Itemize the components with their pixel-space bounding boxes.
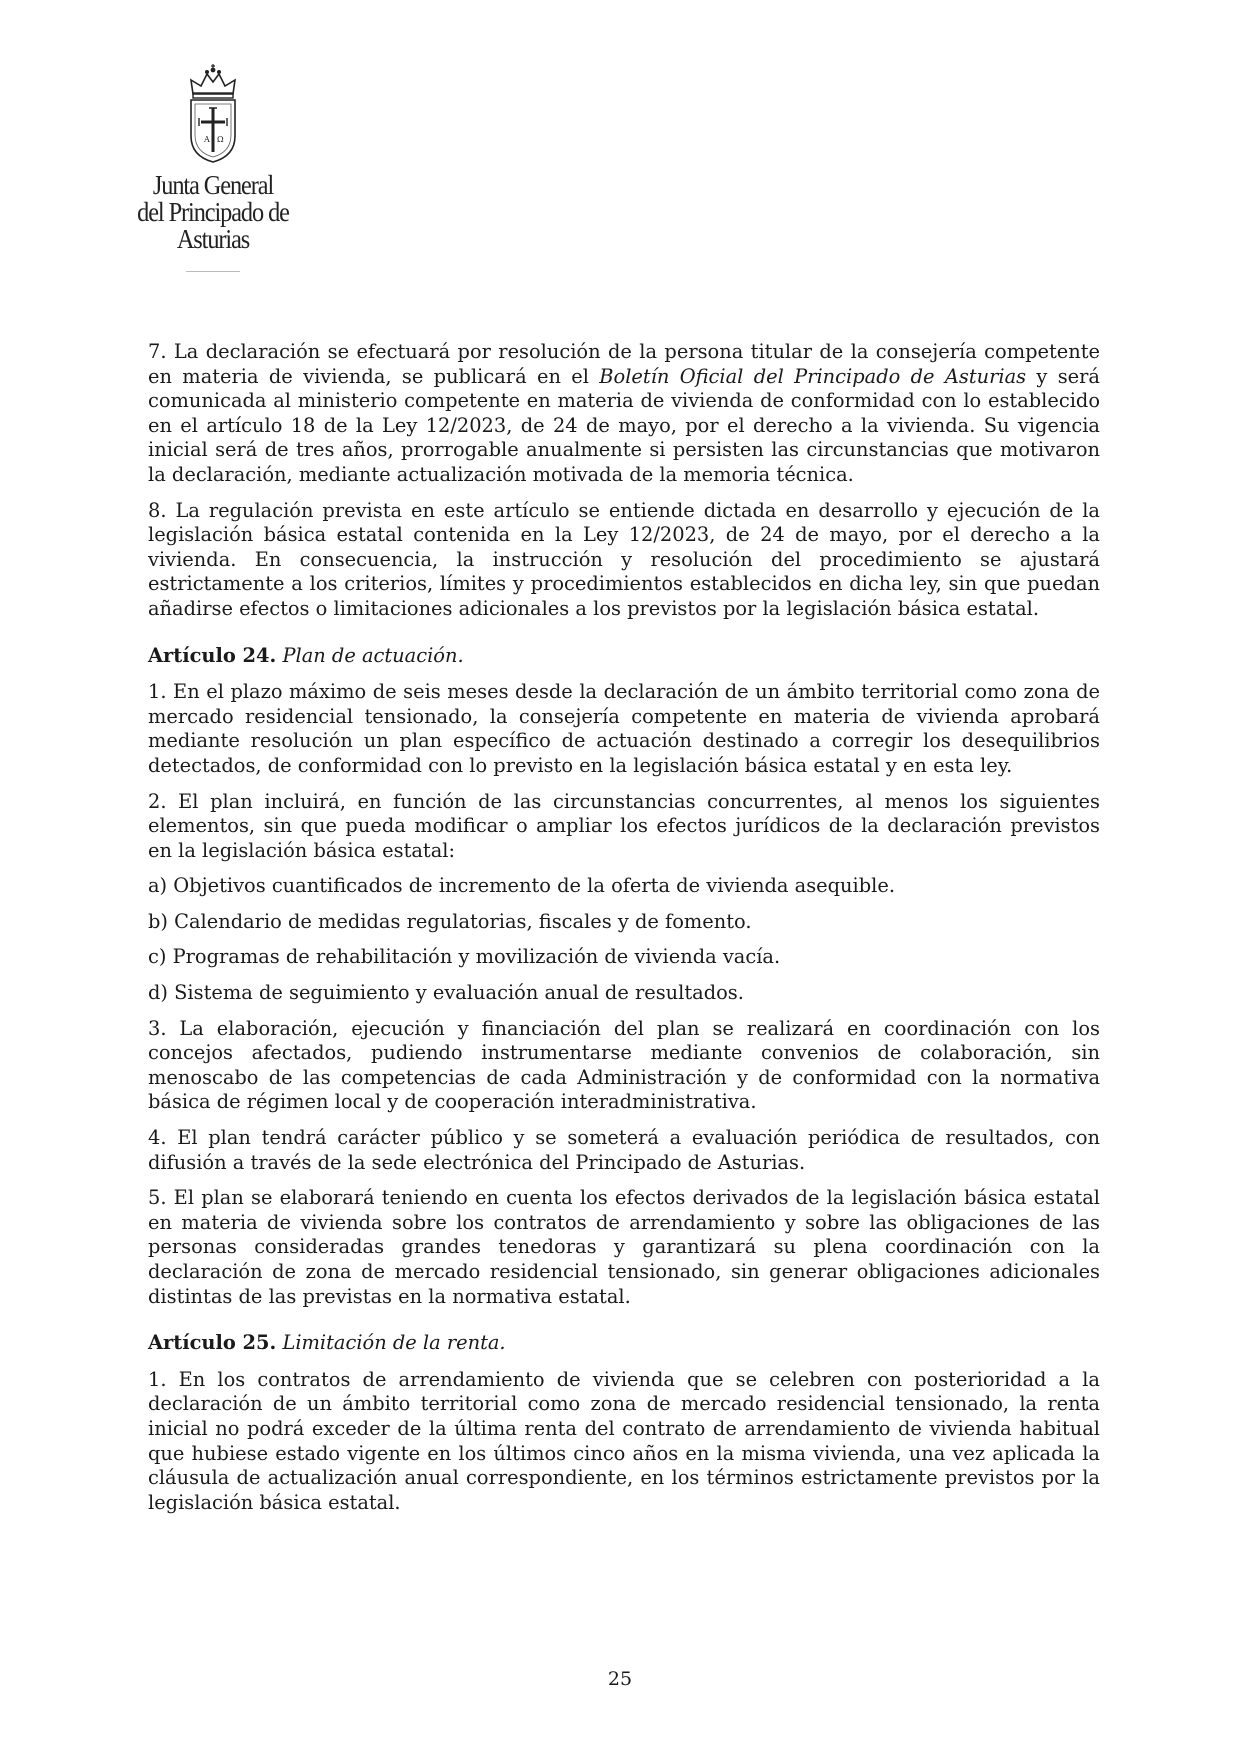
svg-text:A: A (204, 135, 210, 144)
article-24-paragraph-4: 4. El plan tendrá carácter público y se someterá a evaluación periódica de resultados, con difusión a través de la sede electrónica del Principado de Asturias. (148, 1126, 1100, 1174)
article-24-paragraph-2: 2. El plan incluirá, en función de las circunstancias concurrentes, al menos los siguientes elementos, sin que pueda modificar o ampliar los efectos jurídicos de la declaración previstos en la legislación básica estatal: (148, 789, 1100, 862)
list-item: d) Sistema de seguimiento y evaluación anual de resultados. (148, 981, 744, 1005)
article-24-paragraph-3: 3. La elaboración, ejecución y financiación del plan se realizará en coordinación con los concejos afectados, pudiendo instrumentarse mediante convenios de colaboración, sin menoscabo de las competencias de cada Administración y de conformidad con la normativa básica de régimen local y de cooperación interadministrativa. (148, 1016, 1100, 1114)
article-25-number: Artículo 25. (148, 1331, 277, 1355)
article-25-title: Limitación de la renta. (282, 1331, 506, 1355)
paragraph-8: 8. La regulación prevista en este artículo se entiende dictada en desarrollo y ejecución de la legislación básica estatal contenida en la Ley 12/2023, de 24 de mayo, por el derecho a la vivienda. En consecuencia, la instrucción y resolución del procedimiento se ajustará estrictamente a los criterios, límites y procedimientos establecidos en dicha ley, sin que puedan añadirse efectos o limitaciones adicionales a los previstos por la legislación básica estatal. (148, 498, 1100, 620)
header-divider (186, 271, 240, 272)
document-body (148, 340, 1100, 1526)
article-24-number: Artículo 24. (148, 643, 277, 667)
organization-name-line2: del Principado de Asturias (137, 197, 289, 254)
organization-name-line1: Junta General (152, 170, 274, 200)
organization-name (101, 172, 326, 253)
list-item: b) Calendario de medidas regulatorias, fiscales y de fomento. (148, 909, 752, 933)
boletin-title: Boletín Oficial del Principado de Asturias (599, 364, 1027, 388)
coat-of-arms-icon (183, 64, 243, 164)
article-25-paragraph-1: 1. En los contratos de arrendamiento de vivienda que se celebren con posterioridad a la declaración de un ámbito territorial como zona de mercado residencial tensionado, la renta inicial no podrá exceder de la última renta del contrato de arrendamiento de vivienda habitual que hubiese estado vigente en los últimos cinco años en la misma vivienda, una vez aplicada la cláusula de actualización anual correspondiente, en los términos estrictamente previstos por la legislación básica estatal. (148, 1367, 1100, 1514)
article-24-title: Plan de actuación. (282, 643, 464, 667)
paragraph-7: 7. La declaración se efectuará por resolución de la persona titular de la consejería competente en materia de vivienda, se publicará en el Boletín Oficial del Principado de Asturias y será comunicada al ministerio competente en materia de vivienda de conformidad con lo establecido en el artículo 18 de la Ley 12/2023, de 24 de mayo, por el derecho a la vivienda. Su vigencia inicial será de tres años, prorrogable anualmente si persisten las circunstancias que motivaron la declaración, mediante actualización motivada de la memoria técnica. (148, 340, 1100, 486)
article-24-heading (148, 644, 1100, 669)
list-item: a) Objetivos cuantificados de incremento de la oferta de vivienda asequible. (148, 874, 895, 898)
page-number: 25 (607, 1668, 633, 1690)
article-25-heading (148, 1331, 1100, 1356)
article-24-paragraph-5: 5. El plan se elaborará teniendo en cuenta los efectos derivados de la legislación básica estatal en materia de vivienda sobre los contratos de arrendamiento y sobre las obligaciones de las personas consideradas grandes tenedoras y garantizará su plena coordinación con la declaración de zona de mercado residencial tensionado, sin generar obligaciones adicionales distintas de las previstas en la normativa estatal. (148, 1186, 1100, 1308)
document-header (88, 64, 338, 272)
list-item: c) Programas de rehabilitación y movilización de vivienda vacía. (148, 945, 781, 969)
svg-text:Ω: Ω (217, 135, 224, 144)
article-24-paragraph-1: 1. En el plazo máximo de seis meses desde la declaración de un ámbito territorial como zona de mercado residencial tensionado, la consejería competente en materia de vivienda aprobará mediante resolución un plan específico de actuación destinado a corregir los desequilibrios detectados, de conformidad con lo previsto en la legislación básica estatal y en esta ley. (148, 680, 1100, 777)
